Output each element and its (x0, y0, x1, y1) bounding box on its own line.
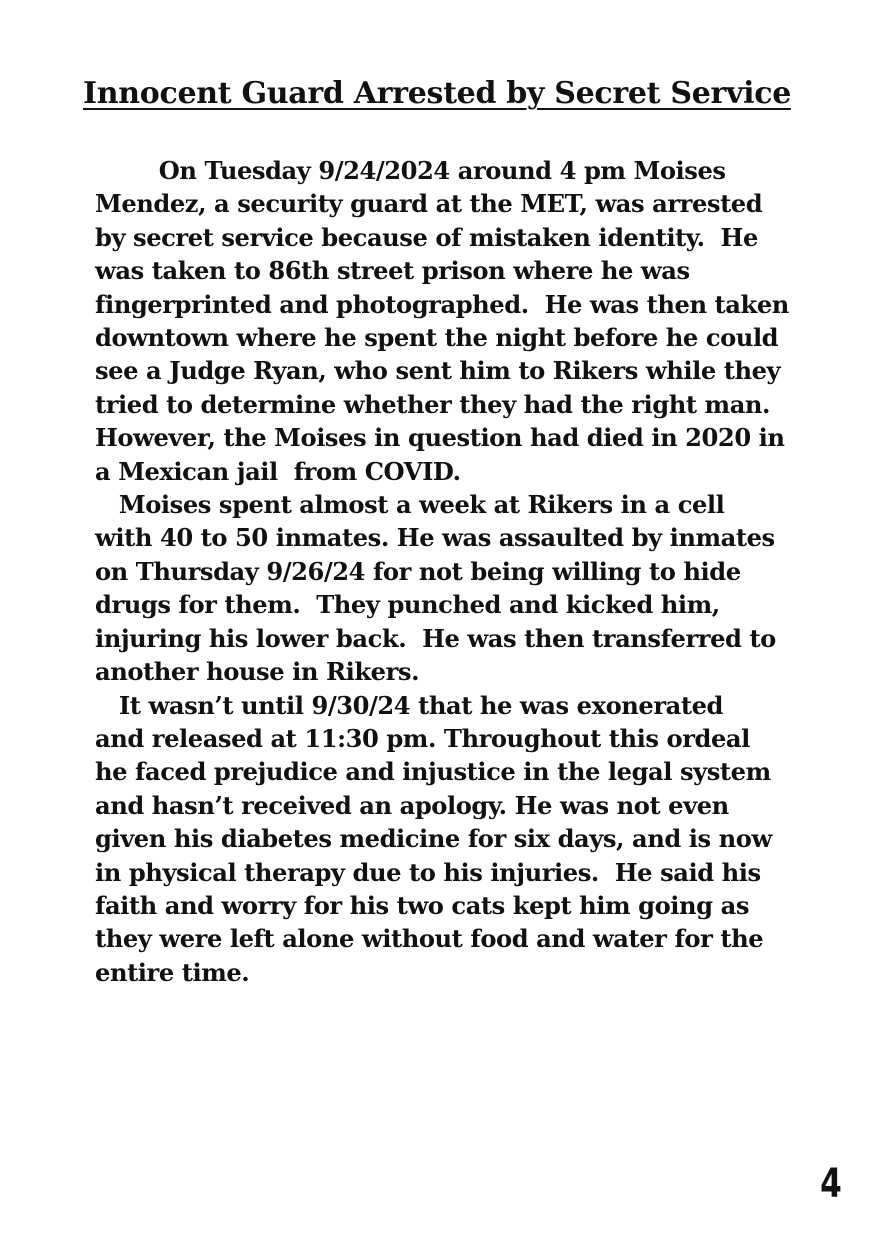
body-line: with 40 to 50 inmates. He was assaulted by inmates (95, 523, 775, 553)
body-line: drugs for them. They punched and kicked him, (95, 590, 720, 620)
body-line: On Tuesday 9/24/2024 around 4 pm Moises (95, 156, 726, 185)
body-line: Mendez, a security guard at the MET, was arrested (95, 189, 763, 219)
body-line: given his diabetes medicine for six days, and is now (95, 824, 772, 854)
body-line: tried to determine whether they had the right man. (95, 389, 771, 419)
body-line: on Thursday 9/26/24 for not being willing to hide (95, 556, 741, 586)
body-line: It wasn’t until 9/30/24 that he was exonerated (95, 690, 723, 720)
body-line: faith and worry for his two cats kept him going as (95, 890, 750, 920)
body-line: he faced prejudice and injustice in the legal system (95, 757, 771, 787)
body-line: and released at 11:30 pm. Throughout this ordeal (95, 723, 750, 753)
body-line: was taken to 86th street prison where he was (95, 256, 690, 286)
body-line: Moises spent almost a week at Rikers in a cell (95, 490, 725, 520)
body-line: entire time. (95, 957, 250, 987)
page-number: 4 (820, 1161, 842, 1207)
body-line: injuring his lower back. He was then transferred to (95, 623, 776, 653)
body-line: fingerprinted and photographed. He was then taken (95, 289, 789, 319)
body-line: they were left alone without food and water for the (95, 924, 764, 954)
body-line: downtown where he spent the night before he could (95, 323, 779, 353)
body-line: another house in Rikers. (95, 657, 420, 687)
body-line: a Mexican jail from COVID. (95, 456, 461, 486)
article-title-text: Innocent Guard Arrested by Secret Service (83, 76, 791, 111)
body-line: in physical therapy due to his injuries. He said his (95, 857, 761, 887)
body-line: see a Judge Ryan, who sent him to Rikers while they (95, 356, 781, 386)
body-line: and hasn’t received an apology. He was not even (95, 790, 729, 820)
article-body (95, 154, 815, 989)
body-line: by secret service because of mistaken identity. He (95, 222, 758, 252)
body-line: However, the Moises in question had died in 2020 in (95, 423, 785, 453)
article-title (0, 74, 874, 114)
